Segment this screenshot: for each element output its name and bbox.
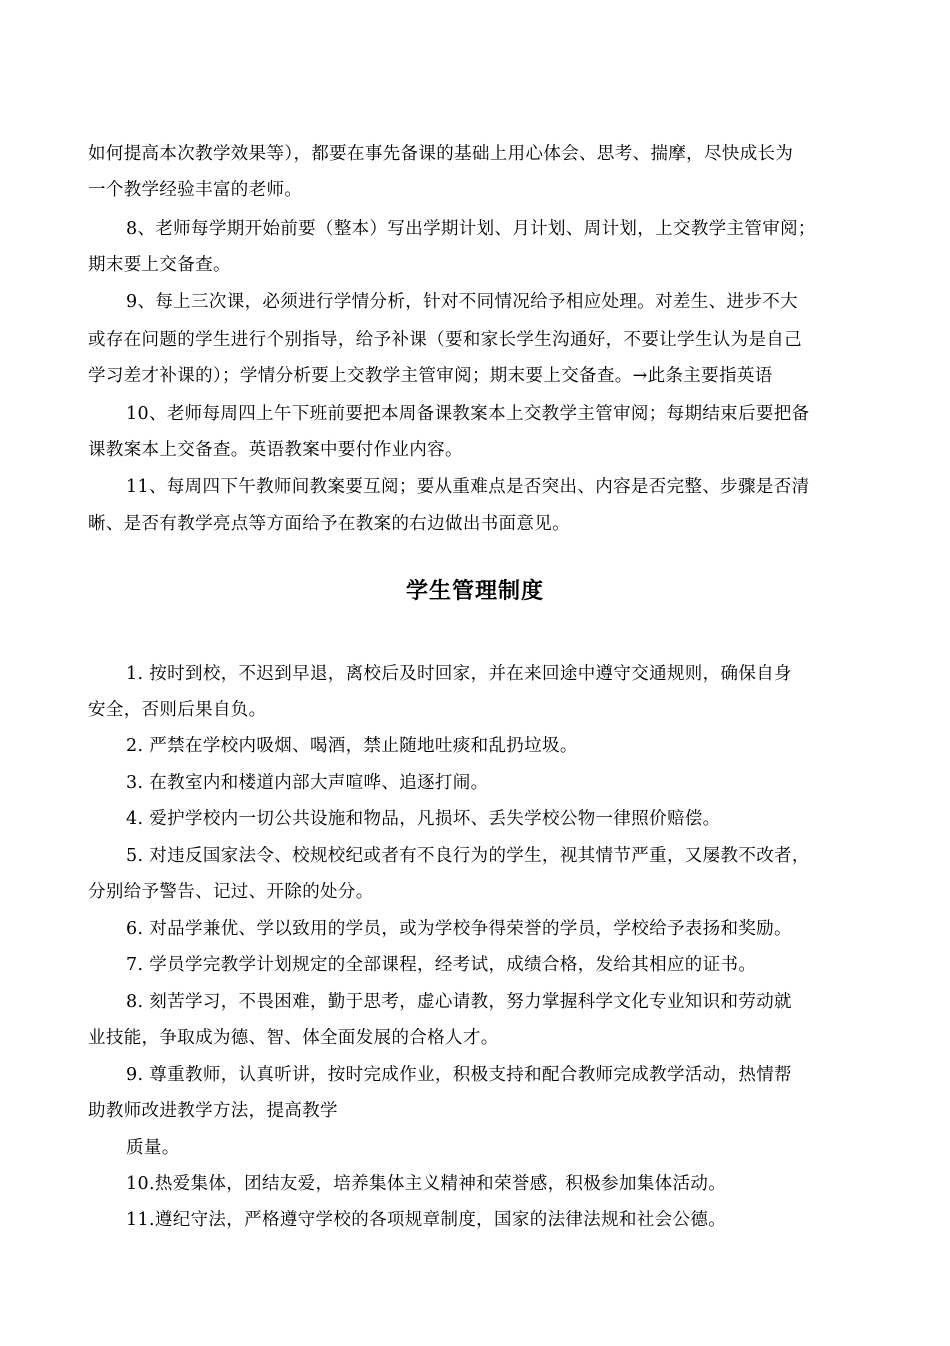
paragraph-line: 11、每周四下午教师间教案要互阅；要从重难点是否突出、内容是否完整、步骤是否清	[126, 476, 810, 497]
paragraph-line: 如何提高本次教学效果等），都要在事先备课的基础上用心体会、思考、揣摩，尽快成长为	[88, 143, 794, 164]
list-item-line: 业技能，争取成为德、智、体全面发展的合格人才。	[88, 1027, 499, 1048]
list-item-line: 助教师改进教学方法，提高教学	[88, 1100, 338, 1121]
paragraph-line: 9、每上三次课，必须进行学情分析，针对不同情况给予相应处理。对差生、进步不大	[126, 291, 798, 312]
list-item-line: 2. 严禁在学校内吸烟、喝酒，禁止随地吐痰和乱扔垃圾。	[126, 735, 578, 756]
list-item-line: 1. 按时到校，不迟到早退，离校后及时回家，并在来回途中遵守交通规则，确保自身	[126, 663, 792, 684]
list-item-line: 9. 尊重教师，认真听讲，按时完成作业，积极支持和配合教师完成教学活动，热情帮	[126, 1064, 792, 1085]
list-item-line: 分别给予警告、记过、开除的处分。	[88, 881, 374, 902]
paragraph-line: 一个教学经验丰富的老师。	[88, 179, 303, 200]
paragraph-line: 课教案本上交备查。英语教案中要付作业内容。	[88, 439, 463, 460]
list-item-line: 质量。	[126, 1137, 180, 1158]
list-item-line: 6. 对品学兼优、学以致用的学员，或为学校争得荣誉的学员，学校给予表扬和奖励。	[126, 918, 792, 939]
paragraph-line: 10、老师每周四上午下班前要把本周备课教案本上交教学主管审阅；每期结束后要把备	[126, 403, 810, 424]
paragraph-line: 学习差才补课的）；学情分析要上交教学主管审阅；期末要上交备查。→此条主要指英语	[88, 365, 773, 386]
list-item-line: 8. 刻苦学习，不畏困难，勤于思考，虚心请教，努力掌握科学文化专业知识和劳动就	[126, 991, 792, 1012]
paragraph-line: 或存在问题的学生进行个别指导，给予补课（要和家长学生沟通好，不要让学生认为是自己	[88, 329, 802, 350]
paragraph-line: 8、老师每学期开始前要（整本）写出学期计划、月计划、周计划，上交教学主管审阅；	[126, 218, 816, 239]
list-item-line: 安全，否则后果自负。	[88, 699, 267, 720]
list-item-line: 3. 在教室内和楼道内部大声喧哗、追逐打闹。	[126, 772, 489, 793]
list-item-line: 4. 爱护学校内一切公共设施和物品，凡损坏、丢失学校公物一律照价赔偿。	[126, 808, 721, 829]
list-item-line: 5. 对违反国家法令、校规校纪或者有不良行为的学生，视其情节严重，又屡教不改者，	[126, 845, 810, 866]
paragraph-line: 晰、是否有教学亮点等方面给予在教案的右边做出书面意见。	[88, 513, 570, 534]
section-title: 学生管理制度	[405, 578, 544, 604]
list-item-line: 11.遵纪守法，严格遵守学校的各项规章制度，国家的法律法规和社会公德。	[126, 1209, 727, 1230]
list-item-line: 7. 学员学完教学计划规定的全部课程，经考试，成绩合格，发给其相应的证书。	[126, 954, 757, 975]
paragraph-line: 期末要上交备查。	[88, 254, 231, 275]
list-item-line: 10.热爱集体，团结友爱，培养集体主义精神和荣誉感，积极参加集体活动。	[126, 1173, 727, 1194]
